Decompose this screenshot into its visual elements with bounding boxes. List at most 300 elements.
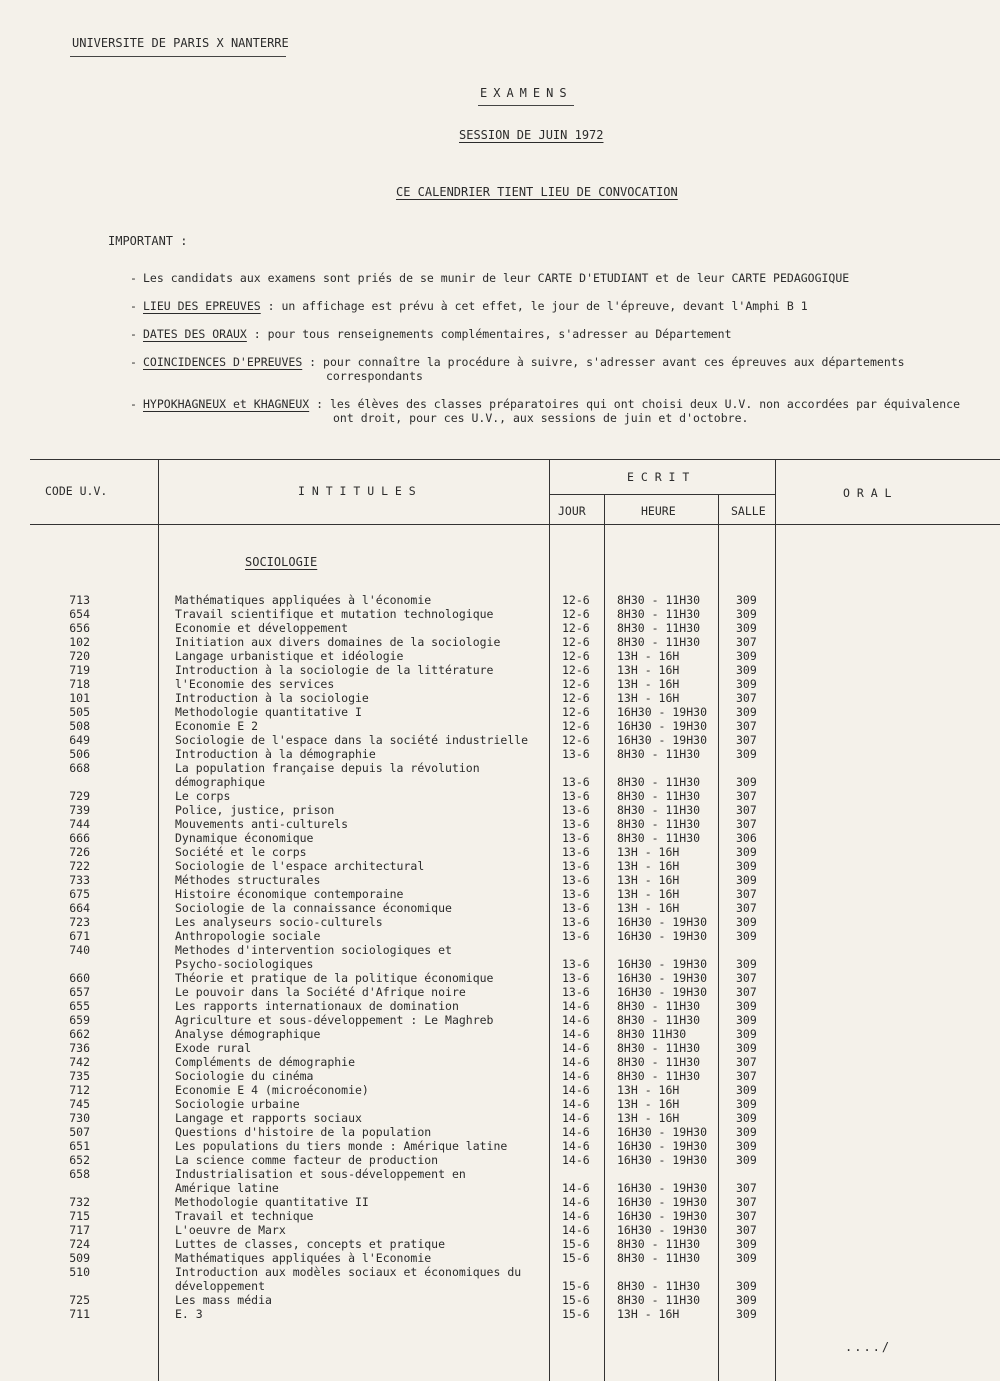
uv-title: Police, justice, prison <box>175 803 335 817</box>
uv-title: Methodologie quantitative II <box>175 1195 369 1209</box>
exam-time: 13H - 16H <box>617 691 680 705</box>
uv-title: Sociologie de l'espace architectural <box>175 859 425 873</box>
exam-room: 309 <box>736 1097 757 1111</box>
uv-title: Initiation aux divers domaines de la sociologie <box>175 635 501 649</box>
note-student-card: - Les candidats aux examens sont priés de se munir de leur CARTE D'ETUDIANT et de leur CARTE PEDAGOGIQUE <box>130 271 850 285</box>
exam-time: 13H - 16H <box>617 873 680 887</box>
exam-room: 309 <box>736 1237 757 1251</box>
table-row <box>0 873 1000 887</box>
exam-day: 15-6 <box>562 1293 590 1307</box>
uv-code: 649 <box>69 733 90 747</box>
uv-title: E. 3 <box>175 1307 203 1321</box>
note-label: COINCIDENCES D'EPREUVES <box>143 355 303 369</box>
exam-time: 13H - 16H <box>617 887 680 901</box>
uv-title: Questions d'histoire de la population <box>175 1125 432 1139</box>
table-row <box>0 1027 1000 1041</box>
exam-day: 13-6 <box>562 873 590 887</box>
exam-time: 8H30 - 11H30 <box>617 621 701 635</box>
table-row <box>0 1293 1000 1307</box>
table-row <box>0 1223 1000 1237</box>
table-row <box>0 677 1000 691</box>
exam-room: 307 <box>736 691 757 705</box>
uv-title: Economie et développement <box>175 621 349 635</box>
exam-time: 16H30 - 19H30 <box>617 1195 708 1209</box>
uv-code: 101 <box>69 691 90 705</box>
exam-day: 14-6 <box>562 1013 590 1027</box>
uv-code: 662 <box>69 1027 90 1041</box>
table-row <box>0 621 1000 635</box>
exam-room: 309 <box>736 999 757 1013</box>
exam-day: 13-6 <box>562 803 590 817</box>
uv-code: 733 <box>69 873 90 887</box>
exam-day: 14-6 <box>562 1055 590 1069</box>
exam-day: 14-6 <box>562 1195 590 1209</box>
table-header-rule <box>30 524 1000 525</box>
exam-day: 15-6 <box>562 1251 590 1265</box>
exam-day: 14-6 <box>562 1097 590 1111</box>
exam-time: 13H - 16H <box>617 845 680 859</box>
exam-room: 307 <box>736 1069 757 1083</box>
header-intitules: I N T I T U L E S <box>298 484 416 498</box>
exam-day: 14-6 <box>562 999 590 1013</box>
table-row <box>0 1251 1000 1265</box>
table-row <box>0 1237 1000 1251</box>
header-salle: SALLE <box>731 504 766 518</box>
exam-time: 13H - 16H <box>617 1097 680 1111</box>
header-heure: HEURE <box>641 504 676 518</box>
uv-title: Analyse démographique <box>175 1027 321 1041</box>
uv-code: 505 <box>69 705 90 719</box>
exam-room: 309 <box>736 1111 757 1125</box>
exam-day: 13-6 <box>562 971 590 985</box>
exam-day: 13-6 <box>562 901 590 915</box>
page-title: EXAMENS <box>480 86 573 100</box>
uv-title: La population française depuis la révolution <box>175 761 480 775</box>
uv-title: Théorie et pratique de la politique économique <box>175 971 494 985</box>
table-row <box>0 1307 1000 1321</box>
table-row <box>0 915 1000 929</box>
exam-room: 307 <box>736 1195 757 1209</box>
exam-room: 309 <box>736 1279 757 1293</box>
exam-time: 13H - 16H <box>617 1111 680 1125</box>
note-label: HYPOKHAGNEUX et KHAGNEUX <box>143 397 310 411</box>
uv-code: 725 <box>69 1293 90 1307</box>
exam-room: 309 <box>736 845 757 859</box>
exam-day: 14-6 <box>562 1139 590 1153</box>
table-row <box>0 1139 1000 1153</box>
exam-room: 307 <box>736 789 757 803</box>
uv-code: 652 <box>69 1153 90 1167</box>
table-row <box>0 1111 1000 1125</box>
uv-code: 655 <box>69 999 90 1013</box>
uv-title: Agriculture et sous-développement : Le Maghreb <box>175 1013 494 1027</box>
uv-code: 720 <box>69 649 90 663</box>
exam-time: 8H30 - 11H30 <box>617 1293 701 1307</box>
uv-title: Travail scientifique et mutation technologique <box>175 607 494 621</box>
exam-time: 13H - 16H <box>617 663 680 677</box>
uv-title: démographique <box>175 775 266 789</box>
exam-day: 13-6 <box>562 859 590 873</box>
table-row <box>0 691 1000 705</box>
exam-time: 8H30 - 11H30 <box>617 817 701 831</box>
exam-time: 8H30 - 11H30 <box>617 607 701 621</box>
exam-room: 309 <box>736 1153 757 1167</box>
exam-day: 14-6 <box>562 1209 590 1223</box>
table-row <box>0 593 1000 607</box>
exam-time: 13H - 16H <box>617 901 680 915</box>
continuation-mark: ..../ <box>845 1340 892 1354</box>
exam-day: 12-6 <box>562 593 590 607</box>
table-row <box>0 1209 1000 1223</box>
uv-code: 713 <box>69 593 90 607</box>
uv-code: 745 <box>69 1097 90 1111</box>
table-row <box>0 971 1000 985</box>
uv-title: Anthropologie sociale <box>175 929 321 943</box>
exam-time: 13H - 16H <box>617 649 680 663</box>
exam-room: 309 <box>736 677 757 691</box>
uv-code: 718 <box>69 677 90 691</box>
exam-room: 309 <box>736 621 757 635</box>
table-row <box>0 1069 1000 1083</box>
table-row <box>0 1041 1000 1055</box>
uv-title: Sociologie urbaine <box>175 1097 300 1111</box>
exam-room: 307 <box>736 803 757 817</box>
table-row <box>0 859 1000 873</box>
uv-title: Industrialisation et sous-développement en <box>175 1167 466 1181</box>
session-label: SESSION DE JUIN 1972 <box>459 128 604 142</box>
exam-day: 14-6 <box>562 1041 590 1055</box>
table-row <box>0 1279 1000 1293</box>
uv-code: 510 <box>69 1265 90 1279</box>
uv-code: 742 <box>69 1055 90 1069</box>
note-label: DATES DES ORAUX <box>143 327 247 341</box>
exam-room: 309 <box>736 1125 757 1139</box>
title-underline <box>478 105 574 106</box>
uv-code: 654 <box>69 607 90 621</box>
uv-title: Methodologie quantitative I <box>175 705 362 719</box>
exam-room: 307 <box>736 635 757 649</box>
uv-title: Les populations du tiers monde : Amérique latine <box>175 1139 508 1153</box>
uv-title: Introduction aux modèles sociaux et économiques du <box>175 1265 522 1279</box>
table-row <box>0 761 1000 775</box>
uv-code: 675 <box>69 887 90 901</box>
exam-time: 16H30 - 19H30 <box>617 1125 708 1139</box>
table-row <box>0 1153 1000 1167</box>
uv-code: 732 <box>69 1195 90 1209</box>
exam-time: 16H30 - 19H30 <box>617 971 708 985</box>
exam-time: 8H30 - 11H30 <box>617 999 701 1013</box>
important-heading: IMPORTANT : <box>108 234 188 248</box>
uv-code: 658 <box>69 1167 90 1181</box>
exam-room: 309 <box>736 1293 757 1307</box>
exam-time: 16H30 - 19H30 <box>617 915 708 929</box>
uv-title: Histoire économique contemporaine <box>175 887 404 901</box>
exam-day: 13-6 <box>562 817 590 831</box>
uv-title: Société et le corps <box>175 845 307 859</box>
table-row <box>0 803 1000 817</box>
exam-day: 12-6 <box>562 719 590 733</box>
exam-time: 13H - 16H <box>617 859 680 873</box>
exam-day: 13-6 <box>562 775 590 789</box>
header-jour: JOUR <box>558 504 586 518</box>
uv-code: 744 <box>69 817 90 831</box>
exam-time: 16H30 - 19H30 <box>617 929 708 943</box>
note-text: : un affichage est prévu à cet effet, le jour de l'épreuve, devant l'Amphi B 1 <box>260 299 808 313</box>
exam-day: 13-6 <box>562 887 590 901</box>
exam-time: 8H30 - 11H30 <box>617 789 701 803</box>
exam-room: 309 <box>736 1027 757 1041</box>
ecrit-subheader-rule <box>549 494 775 495</box>
exam-day: 14-6 <box>562 1027 590 1041</box>
uv-code: 668 <box>69 761 90 775</box>
table-row <box>0 1083 1000 1097</box>
exam-time: 13H - 16H <box>617 677 680 691</box>
uv-code: 735 <box>69 1069 90 1083</box>
table-row <box>0 775 1000 789</box>
table-row <box>0 1097 1000 1111</box>
exam-day: 12-6 <box>562 635 590 649</box>
exam-time: 16H30 - 19H30 <box>617 1153 708 1167</box>
exam-room: 309 <box>736 593 757 607</box>
uv-code: 657 <box>69 985 90 999</box>
uv-title: Le corps <box>175 789 231 803</box>
exam-time: 8H30 - 11H30 <box>617 1055 701 1069</box>
uv-code: 726 <box>69 845 90 859</box>
uv-title: Compléments de démographie <box>175 1055 356 1069</box>
university-underline <box>70 56 286 57</box>
exam-day: 12-6 <box>562 607 590 621</box>
table-row <box>0 733 1000 747</box>
exam-time: 16H30 - 19H30 <box>617 1139 708 1153</box>
uv-title: Langage et rapports sociaux <box>175 1111 362 1125</box>
uv-code: 715 <box>69 1209 90 1223</box>
table-row <box>0 957 1000 971</box>
uv-code: 724 <box>69 1237 90 1251</box>
exam-room: 309 <box>736 1041 757 1055</box>
note-oral-dates: - DATES DES ORAUX : pour tous renseignements complémentaires, s'adresser au Département <box>130 327 732 341</box>
uv-title: Methodes d'intervention sociologiques et <box>175 943 452 957</box>
table-row <box>0 1195 1000 1209</box>
exam-time: 8H30 - 11H30 <box>617 1013 701 1027</box>
uv-code: 509 <box>69 1251 90 1265</box>
uv-title: Economie E 4 (microéconomie) <box>175 1083 369 1097</box>
note-hypokhagneux: - HYPOKHAGNEUX et KHAGNEUX : les élèves des classes préparatoires qui ont choisi deux U.V. non accordées par équivalence ont droit, pour ces U.V., aux sessions de juin et d'octobre. <box>130 397 960 425</box>
exam-day: 14-6 <box>562 1069 590 1083</box>
exam-time: 8H30 - 11H30 <box>617 775 701 789</box>
exam-room: 306 <box>736 831 757 845</box>
exam-time: 16H30 - 19H30 <box>617 719 708 733</box>
exam-day: 14-6 <box>562 1153 590 1167</box>
exam-day: 13-6 <box>562 929 590 943</box>
uv-title: Les mass média <box>175 1293 272 1307</box>
table-row <box>0 719 1000 733</box>
table-row <box>0 1265 1000 1279</box>
uv-title: Mathématiques appliquées à l'économie <box>175 593 432 607</box>
exam-day: 14-6 <box>562 1125 590 1139</box>
exam-room: 309 <box>736 1013 757 1027</box>
exam-time: 16H30 - 19H30 <box>617 1181 708 1195</box>
uv-code: 102 <box>69 635 90 649</box>
exam-time: 8H30 - 11H30 <box>617 1279 701 1293</box>
exam-day: 14-6 <box>562 1111 590 1125</box>
uv-code: 507 <box>69 1125 90 1139</box>
uv-code: 736 <box>69 1041 90 1055</box>
exam-day: 14-6 <box>562 1223 590 1237</box>
uv-title: La science comme facteur de production <box>175 1153 439 1167</box>
exam-day: 13-6 <box>562 985 590 999</box>
uv-title: L'oeuvre de Marx <box>175 1223 286 1237</box>
uv-title: Introduction à la démographie <box>175 747 376 761</box>
exam-time: 8H30 - 11H30 <box>617 593 701 607</box>
uv-code: 508 <box>69 719 90 733</box>
uv-title: Mathématiques appliquées à l'Economie <box>175 1251 432 1265</box>
table-row <box>0 1181 1000 1195</box>
uv-code: 739 <box>69 803 90 817</box>
uv-code: 656 <box>69 621 90 635</box>
table-row <box>0 943 1000 957</box>
uv-title: Sociologie de la connaissance économique <box>175 901 452 915</box>
header-code: CODE U.V. <box>45 484 108 498</box>
exam-time: 13H - 16H <box>617 1083 680 1097</box>
exam-room: 309 <box>736 915 757 929</box>
uv-title: Sociologie de l'espace dans la société industrielle <box>175 733 529 747</box>
exam-time: 16H30 - 19H30 <box>617 985 708 999</box>
exam-room: 309 <box>736 649 757 663</box>
exam-room: 307 <box>736 1209 757 1223</box>
header-oral: O R A L <box>843 486 892 500</box>
exam-day: 12-6 <box>562 705 590 719</box>
exam-room: 307 <box>736 719 757 733</box>
note-text: Les candidats aux examens sont priés de se munir de leur CARTE D'ETUDIANT et de leur CARTE PEDAGOGIQUE <box>143 271 850 285</box>
uv-code: 666 <box>69 831 90 845</box>
university-name: UNIVERSITE DE PARIS X NANTERRE <box>72 36 289 50</box>
exam-day: 13-6 <box>562 845 590 859</box>
exam-time: 16H30 - 19H30 <box>617 957 708 971</box>
table-row <box>0 1055 1000 1069</box>
note-continuation: ont droit, pour ces U.V., aux sessions de juin et d'octobre. <box>333 411 749 425</box>
exam-day: 12-6 <box>562 677 590 691</box>
exam-room: 307 <box>736 1181 757 1195</box>
exam-day: 12-6 <box>562 691 590 705</box>
exam-room: 309 <box>736 929 757 943</box>
table-row <box>0 747 1000 761</box>
exam-room: 309 <box>736 705 757 719</box>
convocation-notice: CE CALENDRIER TIENT LIEU DE CONVOCATION <box>396 185 678 199</box>
uv-title: Exode rural <box>175 1041 252 1055</box>
header-ecrit: E C R I T <box>627 470 690 484</box>
uv-code: 729 <box>69 789 90 803</box>
exam-room: 309 <box>736 1083 757 1097</box>
exam-time: 8H30 - 11H30 <box>617 1251 701 1265</box>
exam-day: 13-6 <box>562 957 590 971</box>
table-top-rule <box>30 459 1000 460</box>
exam-room: 307 <box>736 1223 757 1237</box>
exam-room: 309 <box>736 1307 757 1321</box>
exam-time: 16H30 - 19H30 <box>617 705 708 719</box>
note-exam-coincidences: - COINCIDENCES D'EPREUVES : pour connaître la procédure à suivre, s'adresser avant ces épreuves aux départements correspondants <box>130 355 905 383</box>
exam-time: 16H30 - 19H30 <box>617 1223 708 1237</box>
uv-code: 740 <box>69 943 90 957</box>
section-title: SOCIOLOGIE <box>245 555 318 569</box>
exam-time: 16H30 - 19H30 <box>617 733 708 747</box>
note-continuation: correspondants <box>326 369 423 383</box>
table-row <box>0 663 1000 677</box>
exam-time: 8H30 - 11H30 <box>617 747 701 761</box>
uv-code: 664 <box>69 901 90 915</box>
table-row <box>0 1125 1000 1139</box>
exam-room: 307 <box>736 971 757 985</box>
uv-title: Introduction à la sociologie <box>175 691 369 705</box>
uv-code: 671 <box>69 929 90 943</box>
table-row <box>0 817 1000 831</box>
exam-time: 8H30 - 11H30 <box>617 1069 701 1083</box>
table-row <box>0 831 1000 845</box>
exam-room: 309 <box>736 873 757 887</box>
exam-time: 8H30 - 11H30 <box>617 803 701 817</box>
exam-day: 13-6 <box>562 831 590 845</box>
uv-title: Travail et technique <box>175 1209 314 1223</box>
exam-room: 309 <box>736 1251 757 1265</box>
table-row <box>0 1167 1000 1181</box>
exam-time: 13H - 16H <box>617 1307 680 1321</box>
uv-title: Langage urbanistique et idéologie <box>175 649 404 663</box>
table-row <box>0 929 1000 943</box>
exam-day: 15-6 <box>562 1307 590 1321</box>
uv-title: développement <box>175 1279 266 1293</box>
exam-room: 309 <box>736 663 757 677</box>
table-row <box>0 607 1000 621</box>
exam-room: 307 <box>736 985 757 999</box>
exam-time: 8H30 11H30 <box>617 1027 687 1041</box>
uv-title: Les analyseurs socio-culturels <box>175 915 383 929</box>
table-row <box>0 985 1000 999</box>
uv-code: 506 <box>69 747 90 761</box>
exam-day: 15-6 <box>562 1279 590 1293</box>
exam-room: 307 <box>736 1055 757 1069</box>
exam-time: 8H30 - 11H30 <box>617 1041 701 1055</box>
exam-room: 309 <box>736 607 757 621</box>
uv-code: 712 <box>69 1083 90 1097</box>
exam-day: 12-6 <box>562 733 590 747</box>
exam-room: 307 <box>736 733 757 747</box>
table-row <box>0 649 1000 663</box>
uv-title: Economie E 2 <box>175 719 259 733</box>
table-row <box>0 845 1000 859</box>
exam-room: 309 <box>736 859 757 873</box>
uv-title: Amérique latine <box>175 1181 279 1195</box>
uv-code: 723 <box>69 915 90 929</box>
exam-day: 13-6 <box>562 789 590 803</box>
exam-room: 307 <box>736 901 757 915</box>
uv-title: Mouvements anti-culturels <box>175 817 349 831</box>
exam-day: 14-6 <box>562 1083 590 1097</box>
uv-code: 660 <box>69 971 90 985</box>
exam-day: 12-6 <box>562 649 590 663</box>
exam-time: 8H30 - 11H30 <box>617 831 701 845</box>
exam-day: 15-6 <box>562 1237 590 1251</box>
note-text: : pour tous renseignements complémentaires, s'adresser au Département <box>246 327 732 341</box>
exam-room: 309 <box>736 1139 757 1153</box>
exam-room: 309 <box>736 775 757 789</box>
note-exam-location: - LIEU DES EPREUVES : un affichage est prévu à cet effet, le jour de l'épreuve, devant l'Amphi B 1 <box>130 299 808 313</box>
uv-title: Introduction à la sociologie de la littérature <box>175 663 494 677</box>
uv-code: 719 <box>69 663 90 677</box>
exam-day: 14-6 <box>562 1181 590 1195</box>
exam-time: 8H30 - 11H30 <box>617 635 701 649</box>
table-row <box>0 789 1000 803</box>
exam-day: 13-6 <box>562 915 590 929</box>
note-label: LIEU DES EPREUVES <box>143 299 261 313</box>
